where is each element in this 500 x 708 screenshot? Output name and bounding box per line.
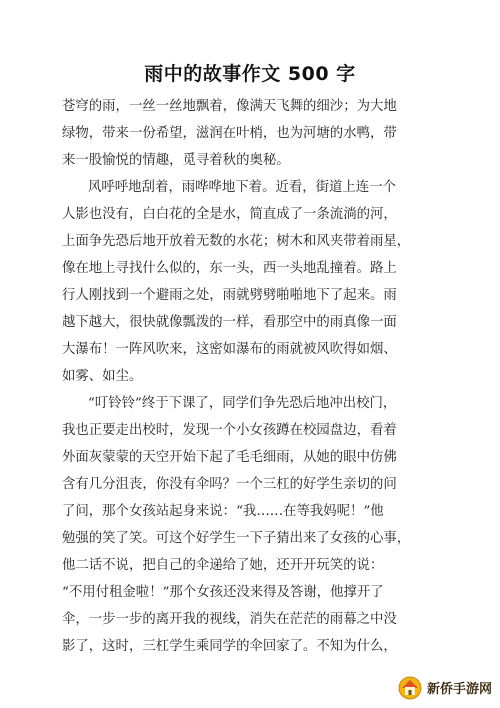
text-line: 外面灰蒙蒙的天空开始下起了毛毛细雨，从她的眼中仿佛 [62, 450, 397, 465]
text-line: 绿物，带来一份希望，滋润在叶梢，也为河塘的水鸭，带 [62, 126, 397, 141]
text-line: 影了，这时，三杠学生乘同学的伞回家了。不知为什么， [62, 639, 397, 654]
text-line: 人影也没有，白白花的全是水，简直成了一条流淌的河， [62, 207, 397, 222]
text-line: 大瀑布！一阵风吹来，这密如瀑布的雨就被风吹得如烟、 [62, 342, 397, 357]
text-line: 行人刚找到一个避雨之处，雨就劈劈啪啪地下了起来。雨 [62, 288, 397, 303]
watermark-text: 新侨手游网 [426, 681, 492, 697]
text-line: 如雾、如尘。 [62, 369, 143, 384]
text-line: 了问，那个女孩站起身来说：“我……在等我妈呢！”他 [62, 504, 384, 519]
text-line: 伞，一步一步的离开我的视线，消失在茫茫的雨幕之中没 [62, 612, 397, 627]
text-line: “不用付租金啦！”那个女孩还没来得及答谢，他撑开了 [62, 585, 384, 600]
text-line: “叮铃铃”终于下课了，同学们争先恐后地冲出校门， [88, 396, 397, 411]
text-line: 上面争先恐后地开放着无数的水花；树木和风夹带着雨星， [62, 234, 411, 249]
text-line: 勉强的笑了笑。可这个好学生一下子猜出来了女孩的心事， [62, 531, 411, 546]
text-line: 来一股愉悦的情趣，觅寻着秋的奥秘。 [62, 153, 290, 168]
text-line: 我也正要走出校时，发现一个小女孩蹲在校园盘边，看着 [62, 423, 397, 438]
house-logo-icon [397, 674, 423, 700]
text-line: 越下越大，很快就像瓢泼的一样，看那空中的雨真像一面 [62, 315, 397, 330]
text-line: 风呼呼地刮着，雨哗哗地下着。近看，街道上连一个 [88, 180, 396, 195]
text-line: 苍穹的雨，一丝一丝地飘着，像满天飞舞的细沙；为大地 [62, 99, 397, 114]
site-watermark[interactable] [397, 674, 492, 700]
text-line: 含有几分沮丧，你没有伞吗？一个三杠的好学生亲切的问 [62, 477, 397, 492]
text-line: 他二话不说，把自己的伞递给了她，还开开玩笑的说： [62, 558, 384, 573]
text-line: 像在地上寻找什么似的，东一头，西一头地乱撞着。路上 [62, 261, 397, 276]
page-title: 雨中的故事作文 500 字 [144, 63, 356, 85]
